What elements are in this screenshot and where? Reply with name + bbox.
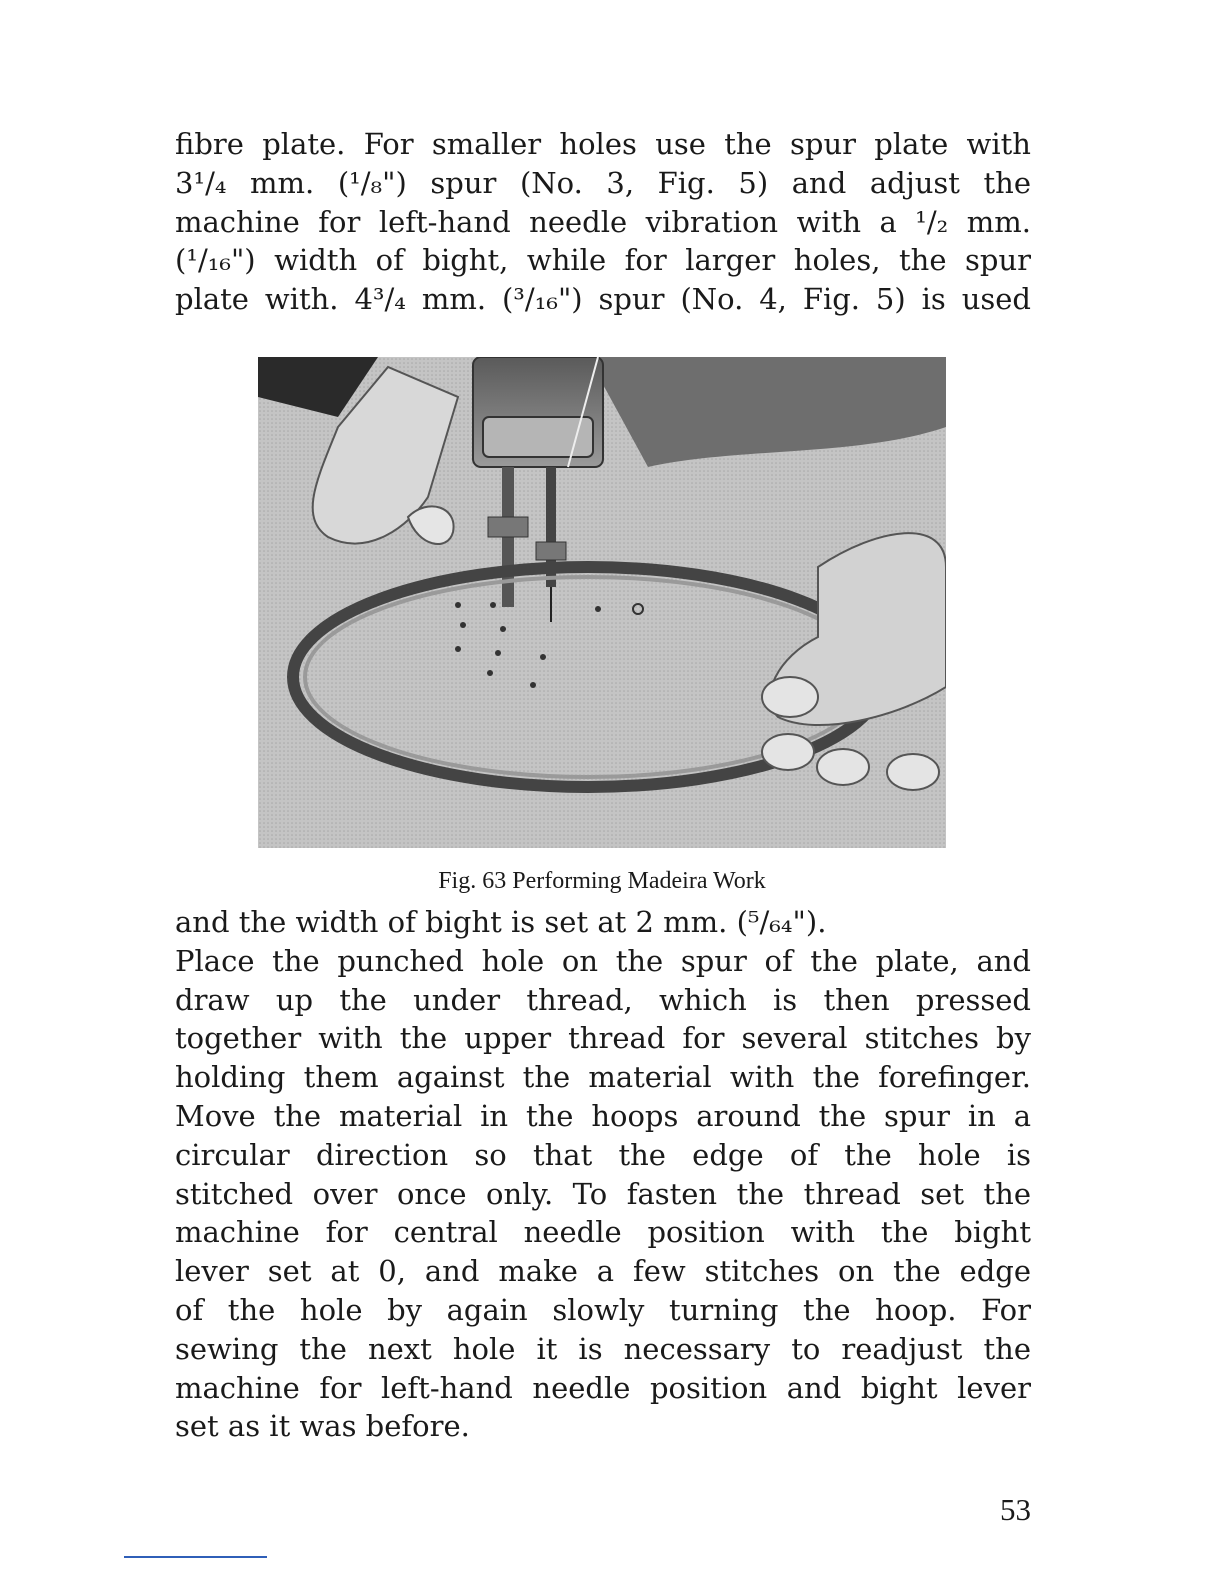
text-line: (¹/₁₆") width of bight, while for larger holes, the spur — [175, 243, 1031, 278]
text-line: sewing the next hole it is necessary to readjust the — [175, 1331, 1031, 1366]
text-line: fibre plate. For smaller holes use the spur plate with — [175, 127, 1031, 161]
photo-illustration — [258, 357, 946, 848]
page-number: 53 — [1000, 1492, 1031, 1527]
text-line: machine for left-hand needle vibration with a ¹/₂ mm. — [175, 204, 1031, 239]
text-line: plate with. 4³/₄ mm. (³/₁₆") spur (No. 4, Fig. 5) is used — [175, 282, 1031, 317]
text-line: set as it was before. — [175, 1409, 470, 1444]
text-line: Move the material in the hoops around the spur in a — [175, 1098, 1031, 1133]
top-paragraph — [175, 125, 1031, 319]
figure-caption: Fig. 63 Performing Madeira Work — [438, 868, 766, 894]
footer-rule — [124, 1556, 267, 1558]
text-line: Place the punched hole on the spur of the plate, and — [175, 943, 1031, 978]
text-line: holding them against the material with the forefinger. — [175, 1060, 1031, 1095]
text-line: machine for left-hand needle position and bight lever — [175, 1370, 1031, 1405]
text-line: together with the upper thread for several stitches by — [175, 1021, 1031, 1056]
text-line: 3¹/₄ mm. (¹/₈") spur (No. 3, Fig. 5) and adjust the — [175, 165, 1031, 200]
madeira-work-photo — [258, 357, 946, 848]
text-line: draw up the under thread, which is then pressed — [175, 982, 1031, 1017]
text-line: of the hole by again slowly turning the hoop. For — [175, 1292, 1031, 1327]
text-line: and the width of bight is set at 2 mm. (⁵/₆₄"). — [175, 905, 827, 939]
text-line: machine for central needle position with the bight — [175, 1215, 1031, 1250]
text-line: lever set at 0, and make a few stitches on the edge — [175, 1254, 1031, 1289]
bottom-paragraph — [175, 903, 1031, 1446]
text-line: stitched over once only. To fasten the thread set the — [175, 1176, 1031, 1211]
text-line: circular direction so that the edge of the hole is — [175, 1137, 1031, 1172]
